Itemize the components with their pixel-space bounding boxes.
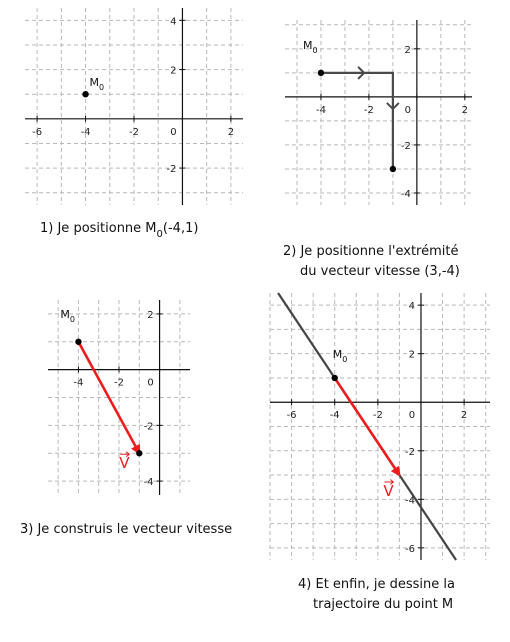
panel-4-x-tick-label: -4 [329, 410, 340, 422]
panel-1-caption: 1) Je positionne $M_0(-4,1)$ [40, 221, 199, 240]
panel-2-x-tick-label: 0 [404, 104, 412, 116]
velocity-vector [78, 342, 139, 453]
vector-label: V [119, 454, 130, 473]
panel-2-x-tick-label: -4 [315, 104, 326, 116]
panel-4-grid [270, 293, 490, 560]
panel-3-x-tick-label: -4 [73, 377, 84, 389]
panel-4-tick-labels [287, 301, 468, 555]
panel-2-x-tick-label: -2 [363, 104, 374, 116]
panel-3-x-tick-label: 0 [147, 377, 154, 389]
panel-3-content [60, 308, 142, 472]
panel-2-y-tick-label: -2 [400, 140, 411, 152]
panel-4-x-tick-label: -6 [286, 410, 297, 422]
panel-3-y-tick-label: 2 [147, 309, 154, 321]
panel-4-y-tick-label: -4 [404, 495, 415, 507]
panel-1-x-tick-label: -6 [32, 126, 43, 138]
panel-2-caption-line-1: 2) Je positionne l'extrémité [283, 244, 459, 259]
panel-4-y-tick-label: 2 [408, 349, 415, 361]
point-m0 [318, 70, 324, 76]
panel-3-tick-labels [73, 310, 153, 488]
point-m0 [82, 91, 88, 97]
panel-2-y-tick-label: 2 [404, 44, 411, 56]
panel-4-caption-line-1: 4) Et enfin, je dessine la [298, 577, 455, 592]
velocity-endpoint [390, 166, 396, 172]
panel-4-axes [270, 293, 490, 560]
panel-4-y-tick-label: -2 [404, 446, 415, 458]
panel-4-x-tick-label: 0 [408, 410, 416, 422]
panel-1-x-tick-label: 2 [227, 126, 235, 138]
panel-3-y-tick-label: -2 [143, 421, 154, 433]
vector-endpoint [136, 450, 142, 456]
panel-1-grid [25, 8, 243, 205]
panel-1-tick-labels [32, 16, 234, 175]
point-m0 [75, 339, 81, 345]
panel-4-caption-line-2: trajectoire du point M [313, 597, 454, 612]
panel-1-y-tick-label: 2 [170, 65, 177, 77]
point-m0 [332, 375, 338, 381]
panel-1-x-tick-label: -2 [129, 126, 139, 138]
panel-3-velocity-vector [20, 300, 232, 537]
panel-3-x-tick-label: -2 [114, 377, 124, 389]
point-m0-label: $M_0$ [302, 38, 318, 55]
panel-4-x-tick-label: -2 [372, 410, 383, 422]
panel-1-y-tick-label: -2 [166, 164, 177, 176]
panel-2-caption-line-2: du vecteur vitesse (3,-4) [300, 264, 460, 279]
vector-label: V [383, 482, 394, 501]
panel-2-x-tick-label: 2 [461, 104, 468, 116]
panel-3-caption: 3) Je construis le vecteur vitesse [20, 522, 233, 537]
panel-1-y-tick-label: 4 [170, 16, 177, 28]
panel-2-y-tick-label: -4 [400, 188, 411, 200]
point-m0-label: $M_0$ [60, 307, 76, 324]
point-m0-label: $M_0$ [332, 347, 348, 364]
panel-3-y-tick-label: -4 [143, 477, 154, 489]
panel-4-trajectory [270, 293, 490, 612]
panel-1-x-tick-label: 0 [170, 126, 177, 138]
point-m0-label: $M_0$ [89, 76, 105, 93]
panel-4-content [278, 293, 456, 560]
panel-1-position-point [25, 8, 243, 240]
panel-1-x-tick-label: -4 [80, 126, 91, 138]
panel-4-x-tick-label: 2 [460, 410, 468, 422]
panel-4-y-tick-label: -6 [404, 543, 415, 555]
panel-4-y-tick-label: 4 [408, 301, 415, 313]
panel-2-velocity-endpoint [283, 20, 472, 279]
